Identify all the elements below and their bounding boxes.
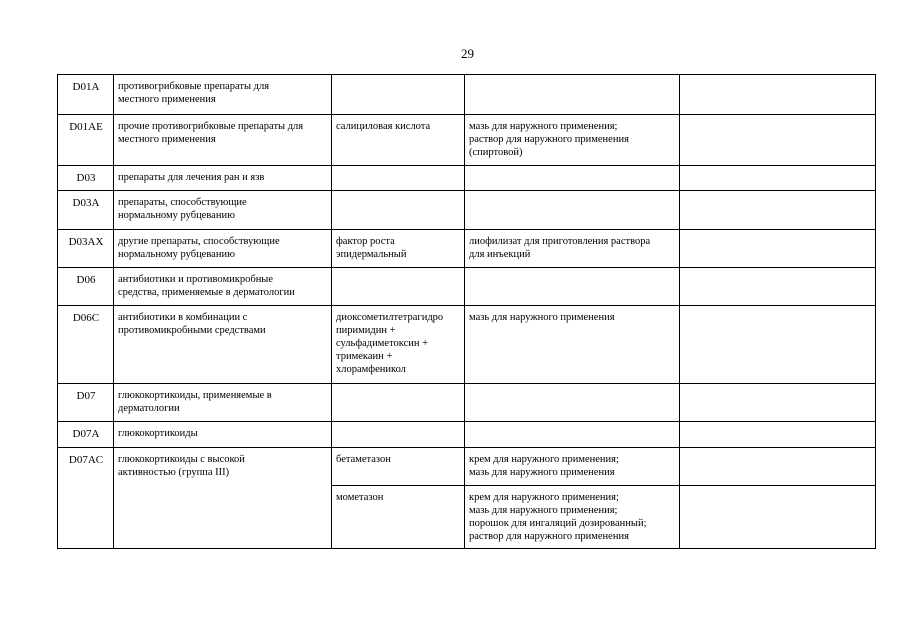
active-substance [332,384,465,422]
dosage-form: лиофилизат для приготовления раствора для инъекций [465,230,680,268]
extra-column-cell [680,191,876,230]
atc-code: D01AE [58,115,114,166]
anatomical-therapeutic-group: глюкокортикоиды [114,422,332,448]
extra-column-cell [680,115,876,166]
extra-column-cell [680,166,876,191]
table-row [58,384,876,422]
table-row [58,230,876,268]
active-substance: мометазон [332,486,465,549]
dosage-form: мазь для наружного применения [465,306,680,384]
dosage-form [465,422,680,448]
extra-column-cell [680,268,876,306]
anatomical-therapeutic-group: антибиотики в комбинации с противомикробными средствами [114,306,332,384]
table-row [58,306,876,384]
active-substance [332,166,465,191]
table-row [58,191,876,230]
extra-column-cell [680,422,876,448]
anatomical-therapeutic-group: глюкокортикоиды, применяемые в дерматологии [114,384,332,422]
table-row [58,166,876,191]
active-substance [332,75,465,115]
atc-code: D07A [58,422,114,448]
active-substance [332,191,465,230]
table-row [58,115,876,166]
anatomical-therapeutic-group: антибиотики и противомикробные средства, применяемые в дерматологии [114,268,332,306]
anatomical-therapeutic-group: глюкокортикоиды с высокой активностью (группа III) [114,448,332,549]
atc-code: D03AX [58,230,114,268]
table-row [58,75,876,115]
anatomical-therapeutic-group: другие препараты, способствующие нормальному рубцеванию [114,230,332,268]
anatomical-therapeutic-group: препараты, способствующие нормальному рубцеванию [114,191,332,230]
active-substance [332,268,465,306]
extra-column-cell [680,230,876,268]
atc-code: D06C [58,306,114,384]
anatomical-therapeutic-group: препараты для лечения ран и язв [114,166,332,191]
active-substance: бетаметазон [332,448,465,486]
extra-column-cell [680,384,876,422]
extra-column-cell [680,306,876,384]
atc-code: D03A [58,191,114,230]
drug-classification-table [57,74,876,549]
dosage-form [465,75,680,115]
anatomical-therapeutic-group: противогрибковые препараты для местного применения [114,75,332,115]
table-row [58,448,876,486]
dosage-form: крем для наружного применения; мазь для наружного применения [465,448,680,486]
extra-column-cell [680,448,876,486]
atc-code: D07 [58,384,114,422]
dosage-form: крем для наружного применения; мазь для наружного применения; порошок для ингаляций дозированный; раствор для наружного применения [465,486,680,549]
dosage-form [465,191,680,230]
dosage-form: мазь для наружного применения; раствор для наружного применения (спиртовой) [465,115,680,166]
extra-column-cell [680,75,876,115]
dosage-form [465,268,680,306]
dosage-form [465,384,680,422]
atc-code: D03 [58,166,114,191]
active-substance: фактор роста эпидермальный [332,230,465,268]
page-number: 29 [461,46,474,61]
table-row [58,422,876,448]
active-substance: салициловая кислота [332,115,465,166]
atc-code: D06 [58,268,114,306]
atc-code: D07AC [58,448,114,549]
active-substance: диоксометилтетрагидро пиримидин + сульфадиметоксин + тримекаин + хлорамфеникол [332,306,465,384]
extra-column-cell [680,486,876,549]
anatomical-therapeutic-group: прочие противогрибковые препараты для местного применения [114,115,332,166]
table-row [58,268,876,306]
dosage-form [465,166,680,191]
active-substance [332,422,465,448]
atc-code: D01A [58,75,114,115]
